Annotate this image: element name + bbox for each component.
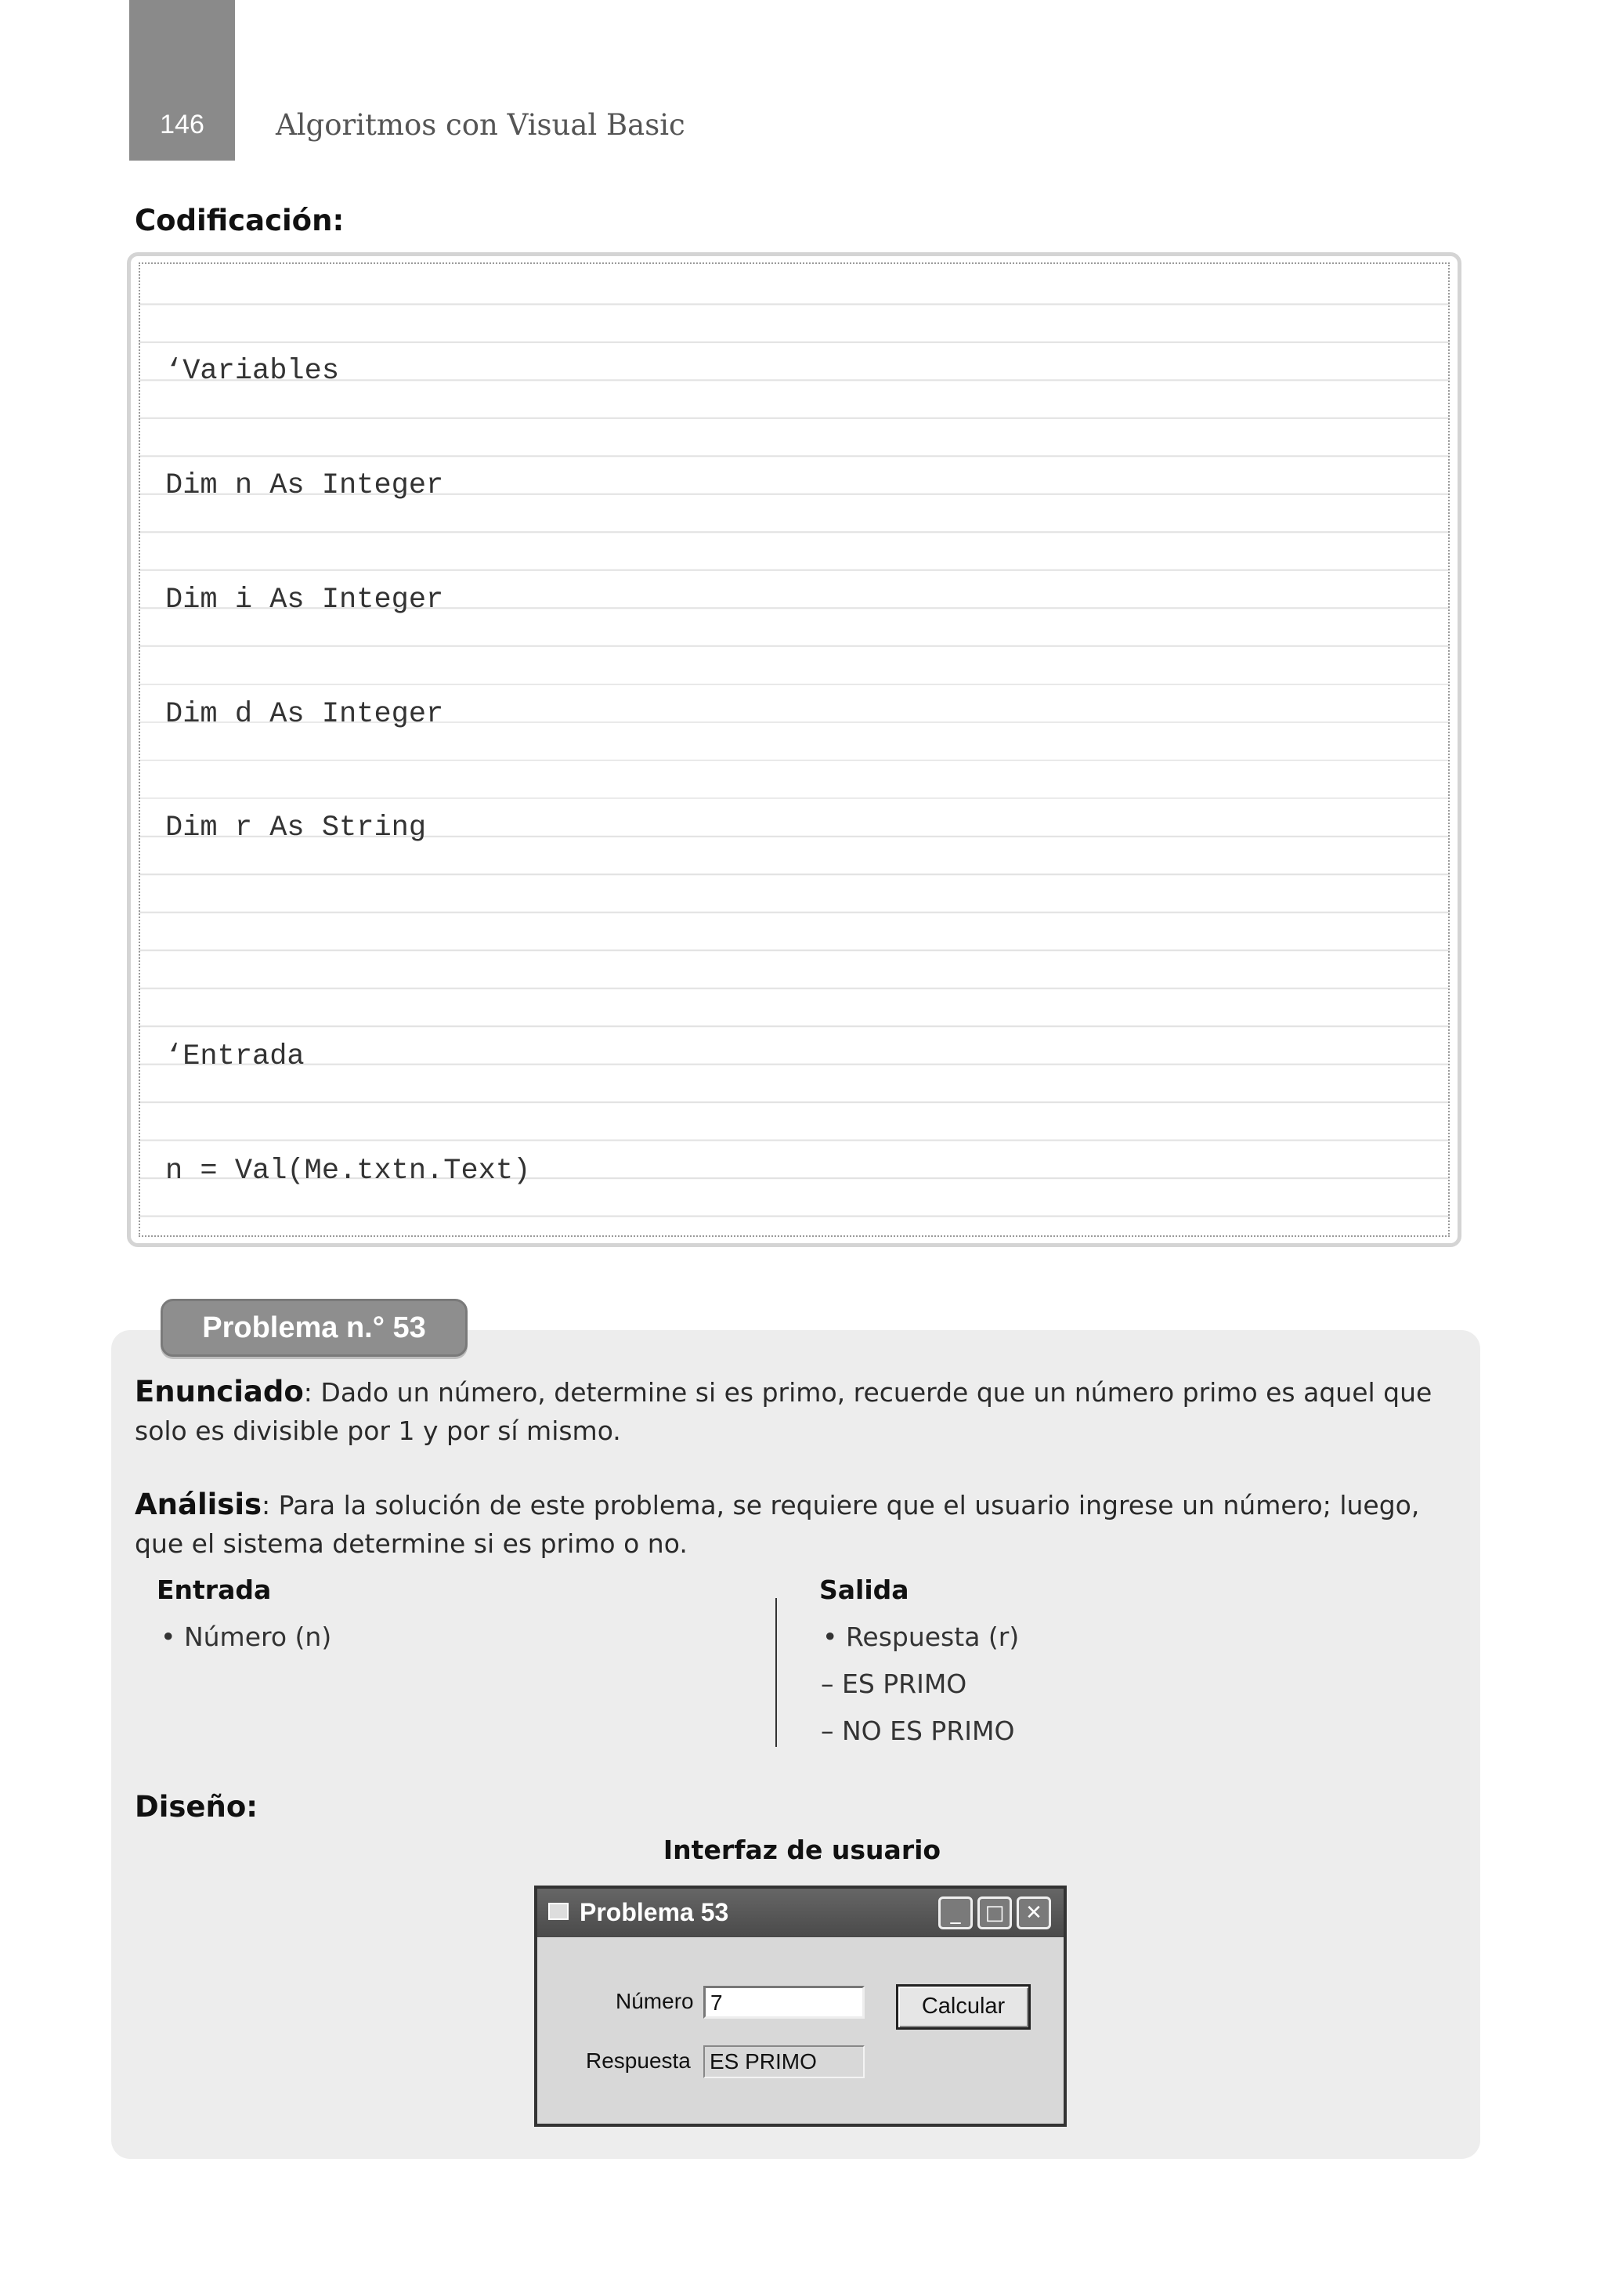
- maximize-button[interactable]: □: [977, 1896, 1012, 1929]
- analisis-paragraph: [135, 1485, 1466, 1563]
- analisis-label: Análisis: [135, 1488, 262, 1521]
- diseno-heading: Diseño:: [135, 1790, 258, 1824]
- vb-window: [534, 1886, 1067, 2127]
- code-box: [127, 252, 1461, 1247]
- page-number: 146: [160, 110, 204, 139]
- analisis-text: : Para la solución de este problema, se requiere que el usuario ingrese un número; luego, que el sistema determine si es primo o no.: [135, 1490, 1420, 1559]
- code-listing: [165, 277, 583, 1247]
- code-line: [165, 924, 583, 962]
- enunciado-text: : Dado un número, determine si es primo, recuerde que un número primo es aquel que solo es divisible por 1 y por sí mismo.: [135, 1377, 1432, 1446]
- form-icon: [548, 1903, 569, 1920]
- calcular-button[interactable]: Calcular: [896, 1984, 1031, 2030]
- code-line: n = Val(Me.txtn.Text): [165, 1154, 531, 1188]
- numero-label: Número: [616, 1989, 694, 2013]
- interfaz-caption: Interfaz de usuario: [663, 1835, 941, 1865]
- entrada-heading: Entrada: [157, 1575, 272, 1605]
- code-frame: [139, 262, 1450, 1237]
- entrada-item: • Número (n): [161, 1622, 332, 1652]
- numero-input[interactable]: 7: [703, 1986, 865, 2019]
- salida-item: – NO ES PRIMO: [821, 1716, 1015, 1746]
- code-line: ‘Entrada: [165, 1040, 305, 1073]
- running-title: Algoritmos con Visual Basic: [276, 108, 685, 142]
- minimize-button[interactable]: _: [938, 1896, 973, 1929]
- code-line: Dim n As Integer: [165, 468, 444, 502]
- code-line: ‘Variables: [165, 355, 340, 389]
- code-line: Dim d As Integer: [165, 697, 444, 731]
- code-line: Dim i As Integer: [165, 583, 444, 616]
- code-line: Dim r As String: [165, 812, 427, 845]
- close-button[interactable]: ✕: [1017, 1896, 1051, 1929]
- salida-item: • Respuesta (r): [822, 1622, 1020, 1652]
- window-titlebar[interactable]: [537, 1889, 1064, 1937]
- enunciado-label: Enunciado: [135, 1375, 304, 1408]
- codificacion-heading: Codificación:: [135, 204, 345, 237]
- respuesta-label: Respuesta: [586, 2048, 691, 2073]
- respuesta-output: ES PRIMO: [703, 2045, 865, 2078]
- window-title: Problema 53: [580, 1898, 729, 1926]
- salida-heading: Salida: [819, 1575, 909, 1605]
- salida-item: – ES PRIMO: [821, 1669, 967, 1699]
- io-divider: [775, 1598, 777, 1747]
- enunciado-paragraph: [135, 1372, 1466, 1450]
- problem-label: Problema n.° 53: [161, 1299, 468, 1357]
